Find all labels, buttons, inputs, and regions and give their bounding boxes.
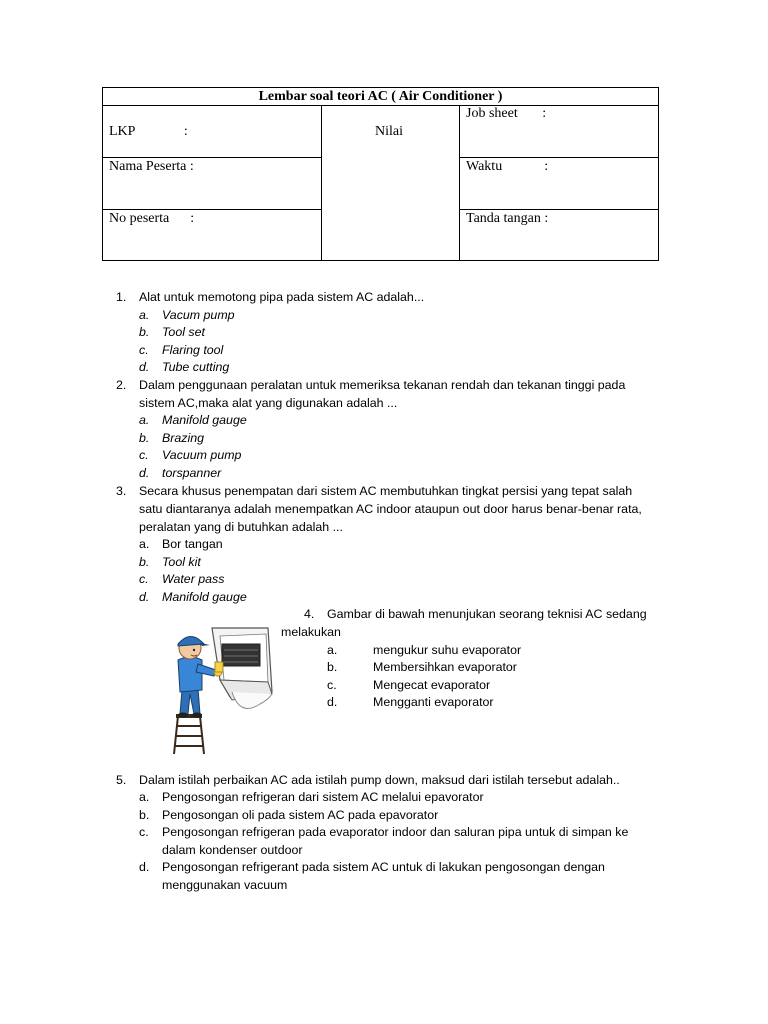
question-number: 3.	[116, 484, 127, 498]
option-text: Tool set	[162, 325, 205, 339]
question-text: satu diantaranya adalah menempatkan AC indoor ataupun out door harus benar-benar rata,	[139, 502, 642, 516]
option-text: Manifold gauge	[162, 590, 247, 604]
job-sheet-label: Job sheet :	[466, 106, 547, 121]
divider	[103, 209, 321, 210]
option-text: Mengganti evaporator	[373, 695, 494, 709]
option-text: Vacum pump	[162, 308, 235, 322]
option-letter: c.	[139, 572, 149, 586]
question-text: Secara khusus penempatan dari sistem AC membutuhkan tingkat persisi yang tepat salah	[139, 484, 633, 498]
option-letter: b.	[139, 808, 150, 822]
option-text: Flaring tool	[162, 343, 224, 357]
divider	[321, 105, 322, 260]
option-letter: d.	[327, 695, 338, 709]
option-letter: c.	[139, 343, 149, 357]
option-text: Tube cutting	[162, 360, 230, 374]
tanda-tangan-label: Tanda tangan :	[466, 211, 549, 226]
option-text: mengukur suhu evaporator	[373, 643, 522, 657]
option-letter: d.	[139, 360, 150, 374]
option-letter: d.	[139, 590, 150, 604]
question-text: sistem AC,maka alat yang digunakan adalah ...	[139, 396, 398, 410]
option-text: Pengosongan refrigerant pada sistem AC untuk di lakukan pengosongan dengan	[162, 860, 605, 874]
waktu-label: Waktu :	[466, 159, 549, 174]
option-text: Tool kit	[162, 555, 201, 569]
divider	[103, 157, 321, 158]
option-letter: b.	[139, 555, 150, 569]
option-letter: c.	[139, 825, 149, 839]
option-letter: a.	[327, 643, 338, 657]
question-text: peralatan yang di butuhkan adalah ...	[139, 520, 343, 534]
question-number: 5.	[116, 773, 127, 787]
header-table	[102, 87, 659, 261]
divider	[103, 105, 658, 106]
option-text: torspanner	[162, 466, 222, 480]
option-letter: b.	[139, 431, 150, 445]
option-text: Water pass	[162, 572, 225, 586]
option-text: Mengecat evaporator	[373, 678, 491, 692]
option-text-continued: dalam kondenser outdoor	[162, 843, 303, 857]
question-4	[281, 606, 681, 642]
question-text: Dalam penggunaan peralatan untuk memeriksa tekanan rendah dan tekanan tinggi pada	[139, 378, 626, 392]
question-number: 4.	[304, 607, 315, 621]
question-number: 1.	[116, 290, 127, 304]
option-text: Bor tangan	[162, 537, 223, 551]
option-text: Pengosongan refrigeran dari sistem AC melalui epavorator	[162, 790, 484, 804]
question-number: 2.	[116, 378, 127, 392]
divider	[459, 157, 658, 158]
question-text: melakukan	[281, 625, 341, 639]
option-letter: c.	[327, 678, 337, 692]
option-letter: c.	[139, 448, 149, 462]
option-letter: a.	[139, 537, 150, 551]
option-letter: a.	[139, 413, 150, 427]
sheet-title: Lembar soal teori AC ( Air Conditioner )	[258, 89, 503, 104]
nama-peserta-label: Nama Peserta :	[109, 159, 194, 174]
option-letter: b.	[327, 660, 338, 674]
question-text: Gambar di bawah menunjukan seorang teknisi AC sedang	[327, 607, 647, 621]
option-letter: b.	[139, 325, 150, 339]
option-text-continued: menggunakan vacuum	[162, 878, 288, 892]
option-letter: a.	[139, 790, 150, 804]
divider	[459, 209, 658, 210]
option-text: Membersihkan evaporator	[373, 660, 517, 674]
no-peserta-label: No peserta :	[109, 211, 195, 226]
option-letter: a.	[139, 308, 150, 322]
option-text: Manifold gauge	[162, 413, 247, 427]
nilai-label: Nilai	[375, 124, 403, 139]
divider	[459, 105, 460, 260]
option-text: Pengosongan oli pada sistem AC pada epavorator	[162, 808, 439, 822]
option-text: Pengosongan refrigeran pada evaporator indoor dan saluran pipa untuk di simpan ke	[162, 825, 629, 839]
question-text: Dalam istilah perbaikan AC ada istilah pump down, maksud dari istilah tersebut adalah..	[139, 773, 620, 787]
option-text: Vacuum pump	[162, 448, 242, 462]
ac-technician-illustration	[160, 622, 275, 756]
question-text: Alat untuk memotong pipa pada sistem AC adalah...	[139, 290, 425, 304]
lkp-label: LKP :	[109, 124, 188, 139]
option-letter: d.	[139, 860, 150, 874]
option-text: Brazing	[162, 431, 205, 445]
option-letter: d.	[139, 466, 150, 480]
